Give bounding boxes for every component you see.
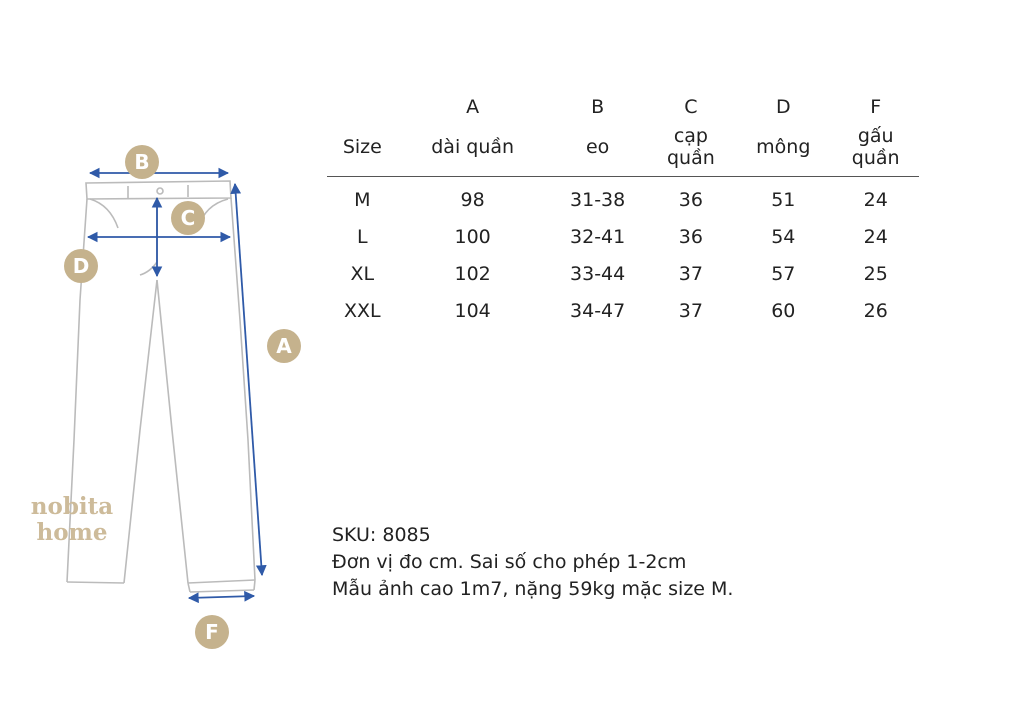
marker-a	[267, 329, 301, 363]
measure-line-f	[189, 596, 254, 598]
table-cell: 100	[454, 225, 491, 248]
measure-line-a	[235, 184, 262, 575]
letter-size	[327, 88, 398, 118]
table-cell: 33-44	[570, 262, 626, 285]
table-cell: 57	[771, 262, 796, 285]
table-cell: 37	[678, 299, 703, 322]
table-cell: 98	[460, 188, 485, 211]
table-cell: 104	[454, 299, 491, 322]
header-length: dài quần	[398, 118, 548, 177]
table-cell: 37	[678, 262, 703, 285]
table-cell: 24	[863, 188, 888, 211]
table-cell: 51	[771, 188, 796, 211]
header-size: Size	[327, 118, 398, 177]
svg-text:D: D	[72, 254, 90, 278]
table-cell: 24	[863, 225, 888, 248]
marker-b	[125, 145, 159, 179]
table-header-row	[327, 118, 919, 177]
table-cell: 60	[771, 299, 796, 322]
brand-watermark	[22, 494, 122, 546]
table-row	[327, 255, 919, 292]
svg-text:A: A	[276, 334, 292, 358]
table-cell: 26	[863, 299, 888, 322]
header-hip: mông	[734, 118, 832, 177]
table-cell: M	[354, 188, 371, 211]
marker-f	[195, 615, 229, 649]
size-table	[327, 88, 919, 329]
table-cell: 31-38	[570, 188, 626, 211]
svg-text:C: C	[180, 206, 196, 230]
marker-c	[171, 201, 205, 235]
sku-text: SKU: 8085	[332, 524, 431, 546]
table-cell: 102	[454, 262, 491, 285]
table-letter-row	[327, 88, 919, 118]
letter-b: B	[591, 96, 605, 118]
brand-line-2: home	[36, 519, 108, 546]
letter-a: A	[466, 96, 480, 118]
header-hem: gấu quần	[832, 118, 919, 177]
table-cell: 32-41	[570, 225, 626, 248]
table-cell: 25	[863, 262, 888, 285]
table-cell: 34-47	[570, 299, 626, 322]
table-cell: 36	[678, 188, 703, 211]
svg-text:F: F	[205, 620, 219, 644]
header-rise: cạp quần	[648, 118, 735, 177]
letter-d: D	[775, 96, 791, 118]
brand-line-1: nobita	[30, 493, 114, 520]
pants-diagram	[0, 0, 330, 726]
table-cell: XL	[350, 262, 375, 285]
table-row	[327, 218, 919, 255]
marker-d	[64, 249, 98, 283]
header-waist: eo	[548, 118, 648, 177]
table-cell: XXL	[344, 299, 381, 322]
model-note: Mẫu ảnh cao 1m7, nặng 59kg mặc size M.	[332, 578, 734, 600]
table-row	[327, 292, 919, 329]
table-row	[327, 177, 919, 219]
letter-c: C	[684, 96, 698, 118]
letter-f: F	[870, 96, 882, 118]
product-notes	[332, 522, 733, 603]
table-cell: L	[357, 225, 368, 248]
table-cell: 54	[771, 225, 796, 248]
unit-note: Đơn vị đo cm. Sai số cho phép 1-2cm	[332, 551, 687, 573]
table-cell: 36	[678, 225, 703, 248]
svg-text:B: B	[134, 150, 150, 174]
